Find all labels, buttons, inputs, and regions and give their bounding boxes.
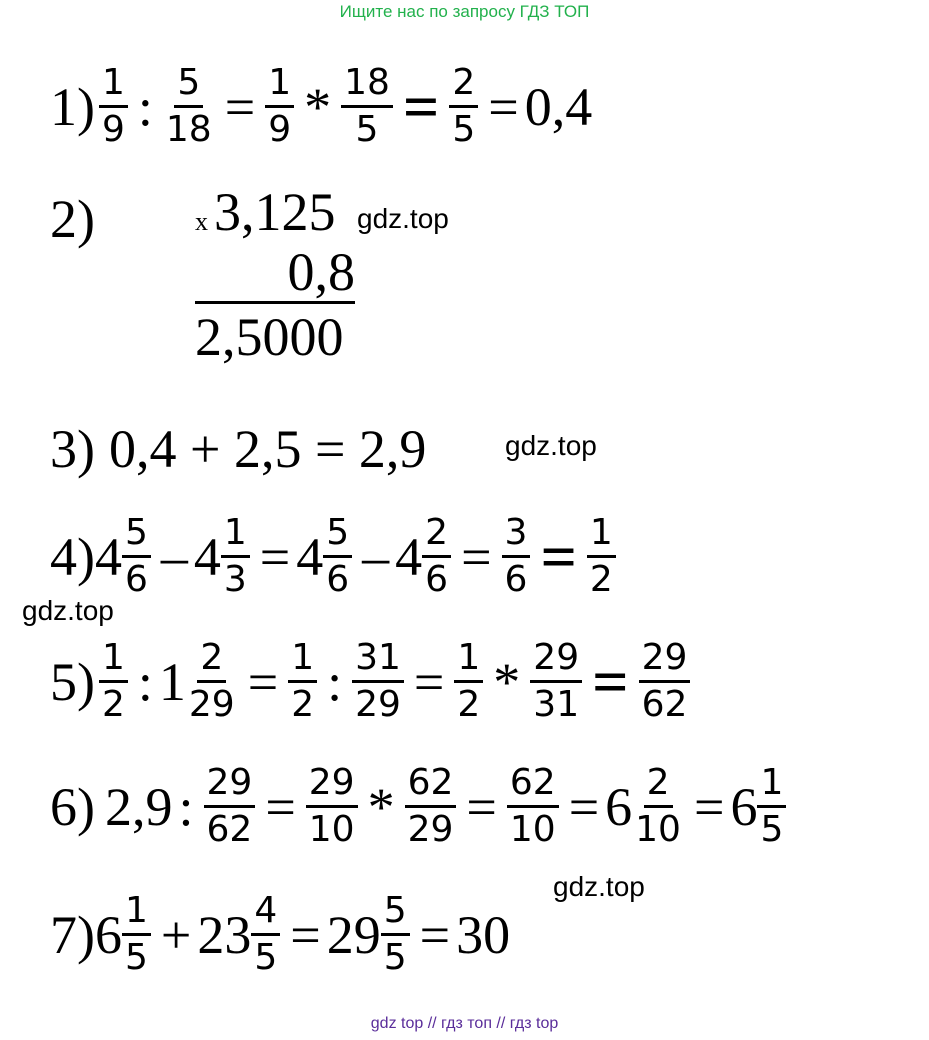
equals-sign: = [540, 520, 577, 592]
watermark: gdz.top [357, 203, 449, 234]
watermark: gdz.top [22, 595, 114, 626]
mixed-number: 4 $\frac{5}{6}$ [95, 515, 155, 598]
mixed-number: 4 $\frac{2}{6}$ [395, 515, 455, 598]
equals-sign: = [693, 776, 725, 837]
fraction: $\frac{18}{5}$ [341, 65, 393, 148]
footer-links: gdz top // гдз топ // гдз top [370, 1015, 559, 1032]
mixed-number: 1 $\frac{2}{29}$ [158, 637, 235, 725]
expression: 0,4 + 2,5 = 2,9 [108, 419, 427, 479]
multiplicand: 3,125 [214, 182, 336, 242]
mixed-number: 6 $\frac{1}{5}$ [730, 765, 790, 848]
divide-sign: : [178, 776, 194, 837]
fraction: $\frac{2}{5}$ [449, 65, 478, 148]
divide-sign: : [137, 651, 153, 712]
equals-sign: = [290, 904, 321, 965]
problem-label: 5) [50, 651, 95, 712]
product: 2,5000 [195, 307, 344, 367]
mixed-number: 29 $\frac{5}{5}$ [327, 893, 414, 976]
fraction: $\frac{1}{2}$ [99, 640, 128, 723]
problem-label: 2) [50, 189, 95, 249]
problem-label: 6) [50, 776, 95, 837]
mixed-number: 4 $\frac{1}{3}$ [194, 515, 254, 598]
minus-sign: – [160, 526, 188, 587]
minus-sign: – [362, 526, 390, 587]
result-value: 30 [456, 904, 511, 965]
multiply-sign: * [367, 776, 395, 837]
fraction: $\frac{1}{2}$ [587, 515, 616, 598]
problem-label: 3) [50, 419, 95, 479]
mixed-number: 4 $\frac{5}{6}$ [296, 515, 356, 598]
fraction: $\frac{1}{9}$ [99, 65, 128, 148]
problem-label: 7) [50, 904, 95, 965]
fraction: $\frac{3}{6}$ [502, 515, 531, 598]
equals-sign: = [461, 526, 492, 587]
equals-sign: = [592, 645, 629, 717]
multiply-sign: x [195, 207, 208, 236]
fraction: $\frac{31}{29}$ [352, 640, 404, 723]
problem-1 [50, 62, 593, 150]
result-value: 0,4 [524, 76, 593, 137]
equals-sign: = [413, 651, 445, 712]
equals-sign: = [247, 651, 279, 712]
fraction: $\frac{29}{31}$ [530, 640, 582, 723]
fraction: $\frac{1}{9}$ [265, 65, 294, 148]
problem-6 [50, 762, 790, 850]
equals-sign: = [224, 76, 256, 137]
equals-sign: = [568, 776, 600, 837]
problem-2 [50, 189, 95, 249]
fraction: $\frac{29}{62}$ [204, 765, 256, 848]
problem-4 [50, 512, 620, 600]
mixed-number: 6 $\frac{1}{5}$ [95, 893, 155, 976]
fraction: $\frac{29}{62}$ [639, 640, 691, 723]
fraction: $\frac{1}{2}$ [288, 640, 317, 723]
fraction: $\frac{5}{18}$ [165, 62, 212, 150]
equals-sign: = [466, 776, 497, 837]
problem-label: 4) [50, 526, 95, 587]
fraction: $\frac{62}{10}$ [507, 765, 559, 848]
equals-sign: = [259, 526, 291, 587]
problem-5 [50, 637, 694, 725]
divide-sign: : [137, 76, 153, 137]
search-hint-banner: Ищите нас по запросу ГДЗ ТОП [339, 2, 590, 21]
equals-sign: = [402, 70, 440, 142]
problem-3 [50, 419, 427, 479]
mixed-number: 6 $\frac{2}{10}$ [605, 762, 681, 850]
fraction: $\frac{29}{10}$ [306, 765, 358, 848]
fraction: $\frac{1}{2}$ [454, 640, 483, 723]
watermark: gdz.top [505, 430, 597, 461]
start-value: 2,9 [104, 776, 173, 837]
watermark: gdz.top [553, 871, 645, 902]
equals-sign: = [419, 904, 451, 965]
equals-sign: = [265, 776, 296, 837]
column-multiplication [195, 182, 355, 367]
multiply-sign: * [493, 651, 521, 712]
plus-sign: + [160, 904, 192, 965]
multiplier: 0,8 [195, 245, 355, 304]
mixed-number: 23 $\frac{4}{5}$ [197, 893, 284, 976]
multiply-sign: * [304, 76, 332, 137]
fraction: $\frac{62}{29}$ [405, 765, 457, 848]
problem-7 [50, 890, 511, 978]
equals-sign: = [488, 76, 519, 137]
problem-label: 1) [50, 76, 95, 137]
divide-sign: : [327, 651, 343, 712]
